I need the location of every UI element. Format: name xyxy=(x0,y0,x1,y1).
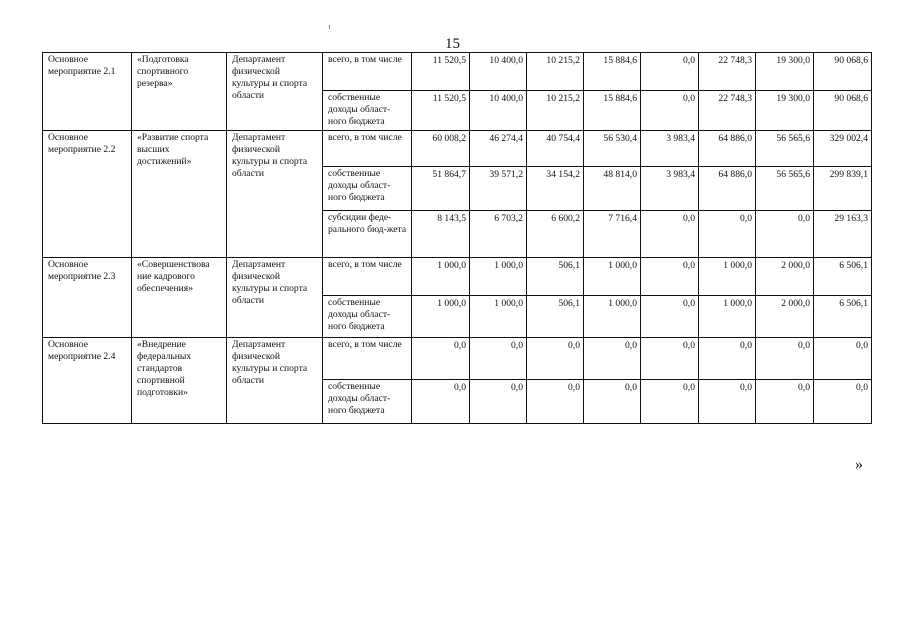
activity-executor: Департамент физической культуры и спорта области xyxy=(227,131,323,258)
amount-cell: 64 886,0 xyxy=(699,167,756,211)
total-cell: 90 068,6 xyxy=(814,53,872,91)
amount-cell: 1 000,0 xyxy=(584,258,641,296)
total-cell: 6 506,1 xyxy=(814,258,872,296)
funding-source: всего, в том числе xyxy=(323,53,412,91)
table-row xyxy=(43,131,872,167)
activity-title: «Внедрение федеральных стандартов спортивной подготовки» xyxy=(132,338,227,424)
amount-cell: 0,0 xyxy=(641,91,699,131)
amount-cell: 0,0 xyxy=(641,258,699,296)
total-cell: 0,0 xyxy=(814,380,872,424)
amount-cell: 3 983,4 xyxy=(641,131,699,167)
amount-cell: 46 274,4 xyxy=(470,131,527,167)
activity-title: «Совершенствова ние кадрового обеспечения» xyxy=(132,258,227,338)
amount-cell: 10 215,2 xyxy=(527,91,584,131)
amount-cell: 1 000,0 xyxy=(412,296,470,338)
amount-cell: 40 754,4 xyxy=(527,131,584,167)
amount-cell: 22 748,3 xyxy=(699,91,756,131)
amount-cell: 22 748,3 xyxy=(699,53,756,91)
funding-source: всего, в том числе xyxy=(323,258,412,296)
amount-cell: 2 000,0 xyxy=(756,296,814,338)
funding-table xyxy=(42,52,872,424)
amount-cell: 0,0 xyxy=(584,380,641,424)
amount-cell: 2 000,0 xyxy=(756,258,814,296)
funding-source: собственные доходы област-ного бюджета xyxy=(323,380,412,424)
amount-cell: 1 000,0 xyxy=(470,296,527,338)
amount-cell: 0,0 xyxy=(641,338,699,380)
amount-cell: 0,0 xyxy=(470,380,527,424)
amount-cell: 56 565,6 xyxy=(756,167,814,211)
table-row xyxy=(43,258,872,296)
amount-cell: 10 400,0 xyxy=(470,53,527,91)
amount-cell: 1 000,0 xyxy=(412,258,470,296)
amount-cell: 0,0 xyxy=(412,380,470,424)
amount-cell: 0,0 xyxy=(756,338,814,380)
activity-executor: Департамент физической культуры и спорта области xyxy=(227,53,323,131)
amount-cell: 1 000,0 xyxy=(470,258,527,296)
total-cell: 90 068,6 xyxy=(814,91,872,131)
amount-cell: 6 703,2 xyxy=(470,211,527,258)
funding-source: собственные доходы област-ного бюджета xyxy=(323,167,412,211)
activity-executor: Департамент физической культуры и спорта области xyxy=(227,338,323,424)
activity-code: Основное мероприятие 2.3 xyxy=(43,258,132,338)
page-number: 15 xyxy=(445,36,460,52)
amount-cell: 0,0 xyxy=(756,380,814,424)
amount-cell: 0,0 xyxy=(699,380,756,424)
table-row xyxy=(43,53,872,91)
amount-cell: 0,0 xyxy=(470,338,527,380)
amount-cell: 56 565,6 xyxy=(756,131,814,167)
amount-cell: 10 400,0 xyxy=(470,91,527,131)
total-cell: 6 506,1 xyxy=(814,296,872,338)
amount-cell: 6 600,2 xyxy=(527,211,584,258)
amount-cell: 1 000,0 xyxy=(584,296,641,338)
amount-cell: 0,0 xyxy=(584,338,641,380)
amount-cell: 0,0 xyxy=(756,211,814,258)
total-cell: 329 002,4 xyxy=(814,131,872,167)
activity-code: Основное мероприятие 2.2 xyxy=(43,131,132,258)
amount-cell: 19 300,0 xyxy=(756,91,814,131)
total-cell: 0,0 xyxy=(814,338,872,380)
amount-cell: 34 154,2 xyxy=(527,167,584,211)
amount-cell: 10 215,2 xyxy=(527,53,584,91)
activity-code: Основное мероприятие 2.1 xyxy=(43,53,132,131)
amount-cell: 60 008,2 xyxy=(412,131,470,167)
amount-cell: 1 000,0 xyxy=(699,258,756,296)
amount-cell: 0,0 xyxy=(527,380,584,424)
amount-cell: 11 520,5 xyxy=(412,91,470,131)
table-body xyxy=(43,53,872,424)
activity-title: «Развитие спорта высших достижений» xyxy=(132,131,227,258)
amount-cell: 0,0 xyxy=(527,338,584,380)
amount-cell: 1 000,0 xyxy=(699,296,756,338)
amount-cell: 0,0 xyxy=(699,211,756,258)
activity-executor: Департамент физической культуры и спорта области xyxy=(227,258,323,338)
amount-cell: 8 143,5 xyxy=(412,211,470,258)
activity-title: «Подготовка спортивного резерва» xyxy=(132,53,227,131)
amount-cell: 506,1 xyxy=(527,258,584,296)
table-row xyxy=(43,338,872,380)
total-cell: 29 163,3 xyxy=(814,211,872,258)
amount-cell: 0,0 xyxy=(641,211,699,258)
amount-cell: 15 884,6 xyxy=(584,53,641,91)
funding-source: субсидии феде-рального бюд-жета xyxy=(323,211,412,258)
amount-cell: 19 300,0 xyxy=(756,53,814,91)
amount-cell: 48 814,0 xyxy=(584,167,641,211)
amount-cell: 64 886,0 xyxy=(699,131,756,167)
funding-source: собственные доходы област-ного бюджета xyxy=(323,91,412,131)
amount-cell: 0,0 xyxy=(699,338,756,380)
amount-cell: 0,0 xyxy=(412,338,470,380)
funding-source: всего, в том числе xyxy=(323,338,412,380)
amount-cell: 0,0 xyxy=(641,53,699,91)
amount-cell: 506,1 xyxy=(527,296,584,338)
total-cell: 299 839,1 xyxy=(814,167,872,211)
amount-cell: 56 530,4 xyxy=(584,131,641,167)
activity-code: Основное мероприятие 2.4 xyxy=(43,338,132,424)
amount-cell: 7 716,4 xyxy=(584,211,641,258)
amount-cell: 3 983,4 xyxy=(641,167,699,211)
scan-mark xyxy=(329,25,330,29)
closing-quote: » xyxy=(855,456,863,473)
amount-cell: 11 520,5 xyxy=(412,53,470,91)
amount-cell: 51 864,7 xyxy=(412,167,470,211)
amount-cell: 39 571,2 xyxy=(470,167,527,211)
amount-cell: 0,0 xyxy=(641,380,699,424)
amount-cell: 15 884,6 xyxy=(584,91,641,131)
funding-source: собственные доходы област-ного бюджета xyxy=(323,296,412,338)
funding-source: всего, в том числе xyxy=(323,131,412,167)
amount-cell: 0,0 xyxy=(641,296,699,338)
